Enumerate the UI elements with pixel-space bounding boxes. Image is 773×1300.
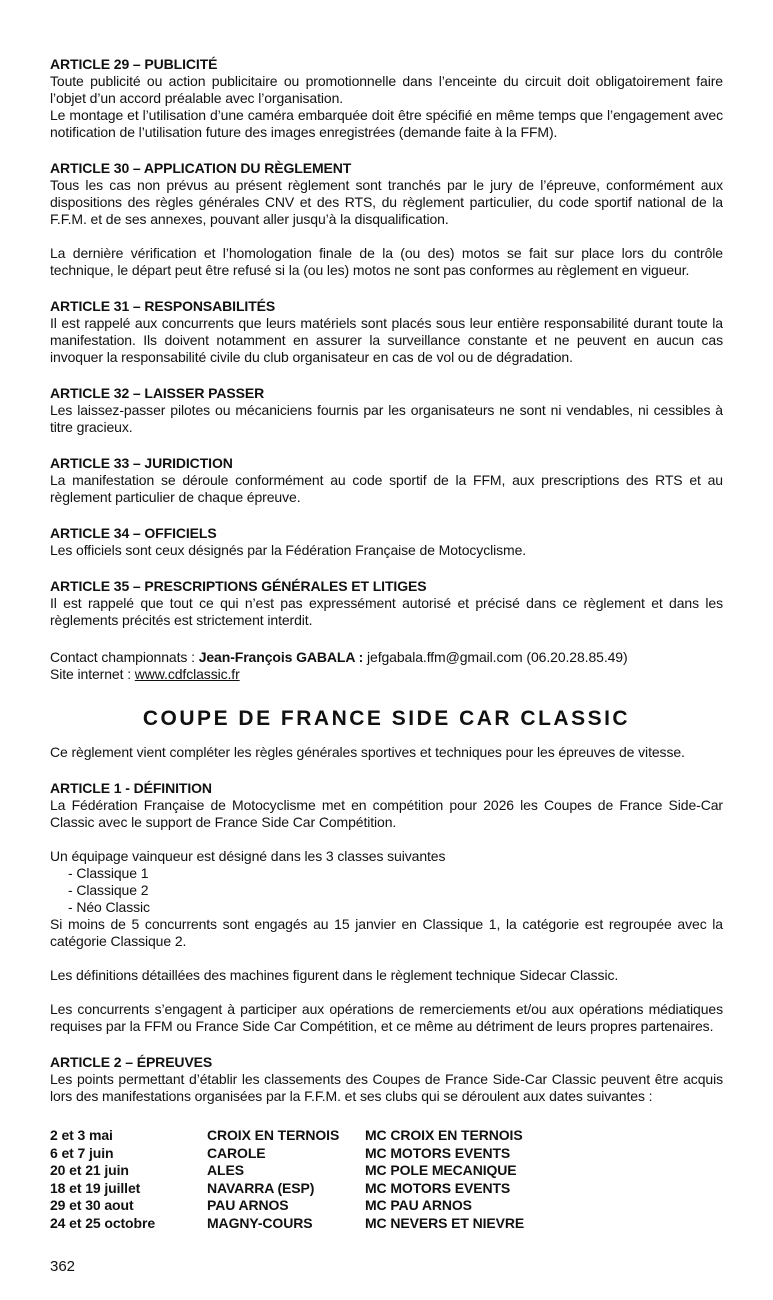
site-label: Site internet : — [50, 666, 135, 682]
page-title: COUPE DE FRANCE SIDE CAR CLASSIC — [142, 707, 631, 730]
article-heading: ARTICLE 2 – ÉPREUVES — [50, 1054, 213, 1070]
event-club: MC PAU ARNOS — [365, 1197, 472, 1213]
article-heading: ARTICLE 1 - DÉFINITION — [50, 780, 212, 796]
article-paragraph: La Fédération Française de Motocyclisme met en compétition pour 2026 les Coupes de France Side-Car Classic avec le support de France Side Car Compétition. — [50, 797, 723, 830]
article-paragraph: Un équipage vainqueur est désigné dans les 3 classes suivantes — [50, 848, 446, 864]
event-row — [50, 1215, 723, 1233]
event-row — [50, 1180, 723, 1198]
event-row — [50, 1127, 723, 1145]
article-paragraph: Il est rappelé aux concurrents que leurs matériels sont placés sous leur entière responsabilité durant toute la manifestation. Ils doivent notamment en assurer la surveillance constante et ne peuvent en aucun cas invoquer la responsabilité civile du club organisateur en cas de vol ou de dégradation. — [50, 315, 723, 365]
event-club: MC MOTORS EVENTS — [365, 1179, 511, 1196]
event-club: MC MOTORS EVENTS — [365, 1144, 511, 1161]
article-heading: ARTICLE 30 – APPLICATION DU RÈGLEMENT — [50, 160, 352, 176]
contact-details: jefgabala.ffm@gmail.com (06.20.28.85.49) — [363, 649, 628, 665]
event-club: MC POLE MECANIQUE — [365, 1162, 517, 1178]
article-paragraph: Les laissez-passer pilotes ou mécaniciens fournis par les organisateurs ne sont ni vendables, ni cessibles à titre gracieux. — [50, 402, 723, 435]
event-date: 6 et 7 juin — [50, 1144, 114, 1161]
article-paragraph: La manifestation se déroule conformément au code sportif de la FFM, aux prescriptions des RTS et au règlement particulier de chaque épreuve. — [50, 472, 723, 505]
article-heading: ARTICLE 35 – PRESCRIPTIONS GÉNÉRALES ET LITIGES — [50, 578, 427, 594]
event-circuit: NAVARRA (ESP) — [207, 1179, 315, 1196]
article-paragraph: Les définitions détaillées des machines figurent dans le règlement technique Sidecar Classic. — [50, 967, 619, 983]
event-row — [50, 1145, 723, 1163]
article-section-35 — [50, 578, 723, 629]
site-line — [50, 666, 723, 683]
article-paragraph: Les points permettant d’établir les classements des Coupes de France Side-Car Classic peuvent être acquis lors des manifestations organisées par la F.F.M. et ses clubs qui se déroulent aux dates suivantes : — [50, 1071, 723, 1104]
article-heading: ARTICLE 32 – LAISSER PASSER — [50, 385, 265, 401]
article-heading: ARTICLE 33 – JURIDICTION — [50, 455, 233, 471]
article-paragraph: Les concurrents s’engagent à participer aux opérations de remerciements et/ou aux opérations médiatiques requises par la FFM ou France Side Car Compétition, et ce même au détriment de leurs propres partenaires. — [50, 1001, 723, 1034]
contact-line — [50, 649, 723, 666]
event-club: MC CROIX EN TERNOIS — [365, 1127, 523, 1143]
article-paragraph: Si moins de 5 concurrents sont engagés au 15 janvier en Classique 1, la catégorie est regroupée avec la catégorie Classique 2. — [50, 916, 723, 949]
article-paragraph: Les officiels sont ceux désignés par la Fédération Française de Motocyclisme. — [50, 542, 527, 558]
event-date: 20 et 21 juin — [50, 1162, 129, 1178]
event-row — [50, 1162, 723, 1180]
article-section-34 — [50, 525, 723, 559]
event-circuit: CROIX EN TERNOIS — [207, 1127, 340, 1143]
article-section-2 — [50, 1054, 723, 1105]
page-number: 362 — [50, 1258, 76, 1275]
contact-block — [50, 649, 723, 683]
article-section-30 — [50, 160, 723, 279]
article-heading: ARTICLE 34 – OFFICIELS — [50, 525, 217, 541]
events-table — [50, 1127, 723, 1232]
event-club: MC NEVERS ET NIEVRE — [365, 1214, 525, 1231]
article-paragraph: Il est rappelé que tout ce qui n’est pas expressément autorisé et précisé dans ce règlement et dans les règlements précités est strictement interdit. — [50, 595, 723, 628]
article-paragraph: Tous les cas non prévus au présent règlement sont tranchés par le jury de l’épreuve, conformément aux dispositions des règles générales CNV et des RTS, du règlement particulier, du code sportif national de la F.F.M. et de ses annexes, pouvant aller jusqu’à la disqualification. — [50, 177, 723, 227]
class-list-item: - Classique 1 — [68, 865, 149, 881]
class-list-item: - Classique 2 — [68, 882, 149, 898]
coupe-intro: Ce règlement vient compléter les règles générales sportives et techniques pour les épreuves de vitesse. — [50, 744, 685, 760]
article-paragraph: La dernière vérification et l’homologation finale de la (ou des) motos se fait sur place lors du contrôle technique, le départ peut être refusé si la (ou les) motos ne sont pas conformes au règlement en vigueur. — [50, 245, 723, 278]
article-section-33 — [50, 455, 723, 506]
event-date: 24 et 25 octobre — [50, 1214, 155, 1231]
article-heading: ARTICLE 31 – RESPONSABILITÉS — [50, 298, 276, 314]
event-date: 18 et 19 juillet — [50, 1179, 141, 1196]
article-heading: ARTICLE 29 – PUBLICITÉ — [50, 56, 218, 72]
contact-label: Contact championnats : — [50, 649, 199, 665]
class-list-item: - Néo Classic — [68, 899, 150, 915]
event-circuit: ALES — [207, 1162, 244, 1178]
event-date: 2 et 3 mai — [50, 1127, 113, 1143]
contact-name: Jean-François GABALA : — [198, 649, 364, 665]
article-section-1 — [50, 780, 723, 1035]
class-list — [50, 865, 723, 916]
article-section-32 — [50, 385, 723, 436]
event-circuit: MAGNY-COURS — [207, 1214, 313, 1231]
event-circuit: CAROLE — [207, 1144, 266, 1161]
article-section-29 — [50, 56, 723, 141]
site-link[interactable]: www.cdfclassic.fr — [134, 666, 240, 682]
article-paragraph: Toute publicité ou action publicitaire ou promotionnelle dans l’enceinte du circuit doit obligatoirement faire l’objet d’un accord préalable avec l’organisation. — [50, 73, 723, 106]
event-row — [50, 1197, 723, 1215]
event-date: 29 et 30 aout — [50, 1197, 134, 1213]
article-paragraph: Le montage et l’utilisation d’une caméra embarquée doit être spécifié en même temps que l’engagement avec notification de l’utilisation future des images enregistrées (demande faite à la FFM). — [50, 107, 723, 140]
article-section-31 — [50, 298, 723, 366]
event-circuit: PAU ARNOS — [207, 1197, 289, 1213]
